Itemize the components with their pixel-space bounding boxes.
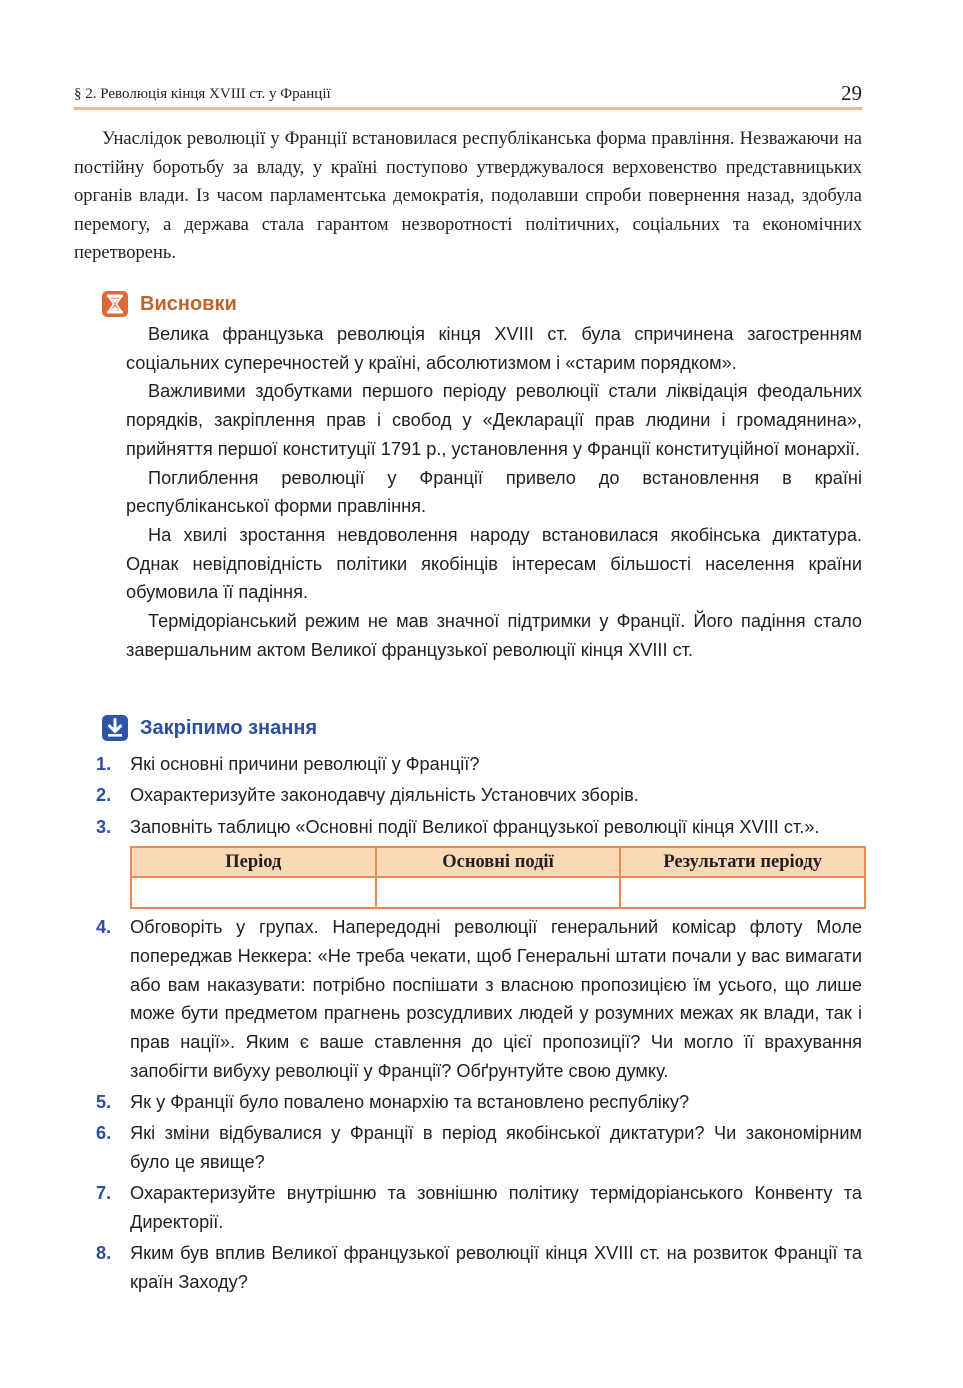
events-table (130, 846, 866, 909)
conclusion-paragraph: Важливими здобутками першого періоду революції стали ліквідація феодальних порядків, закріплення прав і свобод у «Декларації прав людини і громадянина», прийняття першої конституції 1791 р., установлення у Франції конституційної монархії. (126, 381, 862, 459)
question-number: 4. (96, 917, 112, 938)
question-item (96, 1119, 862, 1176)
question-text: Як у Франції було повалено монархію та встановлено республіку? (130, 1092, 690, 1113)
hourglass-icon (102, 291, 128, 317)
question-text: Які основні причини революції у Франції? (130, 754, 480, 774)
conclusions-body (126, 320, 862, 664)
intro-paragraph: Унаслідок революції у Франції встановилася республіканська форма правління. Незважаючи на постійну боротьбу за владу, у країні поступово утверджувалося верховенство представницьких органів влади. Із часом парламентська демократія, подолавши спроби повернення назад, здобула перемогу, а держава стала гарантом незворотності політичних, соціальних та економічних перетворень. (74, 129, 862, 264)
table-empty-cell (131, 877, 376, 908)
conclusions-heading (102, 289, 237, 319)
table-header-cell: Основні події (376, 847, 621, 877)
question-text: Яким був вплив Великої французької революції кінця XVIII ст. на розвиток Франції та країн Заходу? (130, 1243, 862, 1293)
review-heading (102, 713, 317, 743)
question-number: 1. (96, 754, 112, 774)
header-rule (74, 107, 862, 110)
questions-list (96, 750, 862, 1299)
table-empty-cell (620, 877, 865, 908)
question-number: 5. (96, 1092, 112, 1113)
question-text: Охарактеризуйте внутрішню та зовнішню політику термідоріанського Конвенту та Директорії. (130, 1183, 862, 1233)
question-item (96, 1239, 862, 1296)
table-row (131, 877, 865, 908)
question-number: 3. (96, 816, 112, 837)
events-table-wrapper (96, 846, 862, 909)
question-number: 8. (96, 1243, 112, 1264)
question-text: Які зміни відбувалися у Франції в період якобінської диктатури? Чи закономірним було це явище? (130, 1123, 862, 1173)
question-number: 7. (96, 1183, 112, 1204)
conclusion-paragraph: На хвилі зростання невдоволення народу встановилася якобінська диктатура. Однак невідповідність політики якобінців інтересам більшості населення країни обумовила її падіння. (126, 524, 862, 603)
table-header-row (131, 847, 865, 877)
question-text: Обговоріть у групах. Напередодні революції генеральний комісар флоту Моле попереджав Неккера: «Не треба чекати, щоб Генеральні штати почали у вас вимагати або вам наказувати: потрібно поспішати з власною пропозицією їм усього, що лише може бути предметом прагнень розсудливих людей у розумних межах як влади, так і прав нації». Яким є ваше ставлення до цієї пропозиції? Чи могло її врахування запобігти вибуху революції у Франції? Обґрунтуйте свою думку. (130, 917, 862, 1081)
question-text: Охарактеризуйте законодавчу діяльність Установчих зборів. (130, 785, 639, 806)
conclusions-title: Висновки (140, 292, 237, 315)
review-title: Закріпимо знання (140, 716, 318, 739)
question-item (96, 1179, 862, 1236)
conclusion-paragraph: Термідоріанський режим не мав значної підтримки у Франції. Його падіння стало завершальним актом Великої французької революції кінця XVIII ст. (126, 611, 862, 660)
table-header-cell: Результати періоду (620, 847, 865, 877)
question-item (96, 750, 862, 779)
page-number: 29 (841, 81, 862, 105)
question-number: 2. (96, 785, 112, 806)
download-arrow-icon (102, 715, 128, 741)
conclusion-paragraph: Поглиблення революції у Франції привело до встановлення в країні республіканської форми правління. (126, 467, 862, 517)
question-item (96, 913, 862, 1085)
question-item (96, 813, 862, 842)
question-item (96, 1088, 862, 1117)
question-item (96, 781, 862, 810)
conclusion-paragraph: Велика французька революція кінця XVIII ст. була спричинена загостренням соціальних суперечностей у країні, абсолютизмом і «старим порядком». (126, 324, 862, 373)
table-empty-cell (376, 877, 621, 908)
question-number: 6. (96, 1123, 112, 1144)
question-text: Заповніть таблицю «Основні події Великої французької революції кінця XVIII ст.». (130, 816, 820, 837)
table-header-cell: Період (131, 847, 376, 877)
running-head: § 2. Революція кінця XVIII ст. у Франції (74, 86, 331, 102)
